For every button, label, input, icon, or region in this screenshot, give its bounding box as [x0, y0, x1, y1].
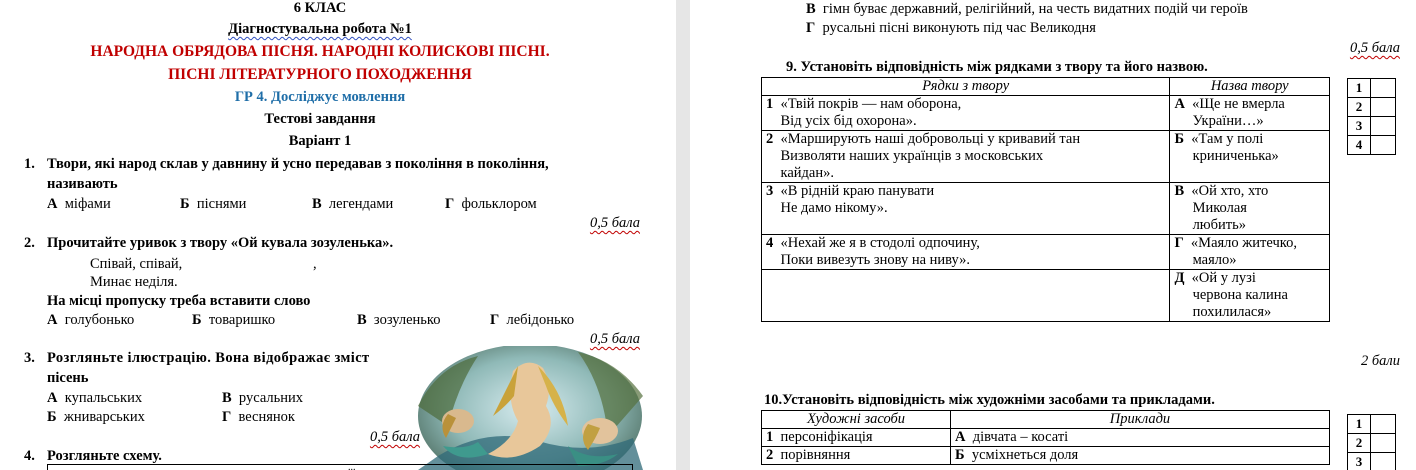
q1-text-line1: Твори, які народ склав у давнину й усно передавав з покоління в покоління,: [47, 156, 549, 172]
document-page-right: [690, 0, 1416, 470]
document-page-left: [0, 0, 676, 470]
q10-title: 10.Установіть відповідність між художніми засобами та прикладами.: [764, 392, 1215, 408]
topic-line-2: ПІСНІ ЛІТЕРАТУРНОГО ПОХОДЖЕННЯ: [168, 66, 472, 83]
answer-cell-label: 3: [1348, 117, 1371, 136]
q3-option-c: В русальних: [222, 390, 304, 406]
q3-option-a: А купальських: [47, 390, 143, 406]
q2-score: 0,5 бала: [589, 331, 640, 347]
grade-heading: 6 КЛАС: [293, 0, 347, 16]
answer-cell-label: 2: [1348, 434, 1371, 453]
q3-number: 3.: [24, 350, 35, 366]
answer-cell[interactable]: [1371, 415, 1396, 434]
q9-col-left-header: Рядки з твору: [762, 78, 1170, 96]
carry-score: 0,5 бала: [1349, 40, 1400, 56]
table-row: 1 персоніфікація А дівчата – косаті: [762, 429, 1330, 447]
work-title: Діагностувальна робота №1: [228, 21, 412, 37]
carry-option-d: Г русальні пісні виконують під час Великодня: [806, 20, 1096, 36]
q3-text-line1: Розгляньте ілюстрацію. Вона відображає зміст: [47, 350, 370, 366]
mermaids-illustration-icon: [418, 346, 643, 470]
carry-option-c: В гімн буває державний, релігійний, на честь видатних подій чи героїв: [806, 1, 1248, 17]
q9-col-right-header: Назва твору: [1170, 78, 1330, 96]
test-tasks-heading: Тестові завдання: [264, 111, 376, 127]
q1-option-c: В легендами: [312, 196, 394, 212]
q1-number: 1.: [24, 156, 35, 172]
q2-instruction: На місці пропуску треба вставити слово: [47, 293, 311, 309]
q2-excerpt-line2: Минає неділя.: [90, 274, 178, 290]
q1-option-d: Г фольклором: [445, 196, 537, 212]
q9-table: [761, 77, 1330, 322]
answer-cell[interactable]: [1371, 117, 1396, 136]
gr-heading: ГР 4. Досліджує мовлення: [234, 89, 406, 105]
q3-option-d: Г веснянок: [222, 409, 295, 425]
variant-heading: Варіант 1: [288, 133, 352, 149]
table-row: 4 «Нехай же я в стодолі одпочину, Поки вивезуть знову на ниву». Г «Маяло житечко, маяло»: [762, 235, 1330, 270]
answer-cell[interactable]: [1371, 98, 1396, 117]
q3-score: 0,5 бала: [369, 429, 420, 445]
answer-cell[interactable]: [1371, 136, 1396, 155]
table-row: 1 «Твій покрів — нам оборона, Від усіх бід охорона». А «Ще не вмерла України…»: [762, 96, 1330, 131]
answer-cell-label: 3: [1348, 453, 1371, 470]
q3-text-line2: пісень: [47, 370, 89, 386]
q2-excerpt-comma: ,: [313, 256, 317, 272]
q9-answer-grid: [1347, 78, 1396, 155]
answer-cell-label: 2: [1348, 98, 1371, 117]
q9-title: 9. Установіть відповідність між рядками з твору та його назвою.: [786, 59, 1208, 75]
q10-col-right-header: Приклади: [951, 411, 1330, 429]
answer-cell[interactable]: [1371, 434, 1396, 453]
answer-cell[interactable]: [1371, 79, 1396, 98]
q9-score: 2 бали: [1361, 353, 1400, 369]
q4-scheme-box: ...: [47, 464, 633, 470]
answer-cell-label: 1: [1348, 79, 1371, 98]
q2-option-c: В зозуленько: [357, 312, 441, 328]
table-row: Д «Ой у лузі червона калина похилилася»: [762, 270, 1330, 322]
table-row: 3 «В рідній краю панувати Не дамо нікому». В «Ой хто, хто Миколая любить»: [762, 183, 1330, 235]
answer-cell-label: 4: [1348, 136, 1371, 155]
topic-line-1: НАРОДНА ОБРЯДОВА ПІСНЯ. НАРОДНІ КОЛИСКОВІ ПІСНІ.: [90, 43, 550, 60]
q2-option-d: Г лебідонько: [490, 312, 575, 328]
answer-cell-label: 1: [1348, 415, 1371, 434]
q4-number: 4.: [24, 448, 35, 464]
q10-answer-grid: [1347, 414, 1396, 470]
q10-table: [761, 410, 1330, 465]
q10-col-left-header: Художні засоби: [762, 411, 951, 429]
q1-score: 0,5 бала: [589, 215, 640, 231]
q4-text: Розгляньте схему.: [47, 448, 162, 464]
q2-excerpt-line1: Співай, співай,: [90, 256, 183, 272]
q3-option-b: Б жниварських: [47, 409, 145, 425]
q1-text-line2: називають: [47, 176, 118, 192]
q2-text: Прочитайте уривок з твору «Ой кувала зозуленька».: [47, 235, 394, 251]
q2-option-a: А голубонько: [47, 312, 135, 328]
table-row: 2 порівняння Б усміхнеться доля: [762, 447, 1330, 465]
answer-cell[interactable]: [1371, 453, 1396, 470]
q1-option-b: Б піснями: [180, 196, 247, 212]
q1-option-a: А міфами: [47, 196, 111, 212]
q2-option-b: Б товаришко: [192, 312, 276, 328]
q2-number: 2.: [24, 235, 35, 251]
table-row: 2 «Марширують наші добровольці у кривавий тан Визволяти наших українців з московських кайдан». Б «Там у полі криниченька»: [762, 131, 1330, 183]
